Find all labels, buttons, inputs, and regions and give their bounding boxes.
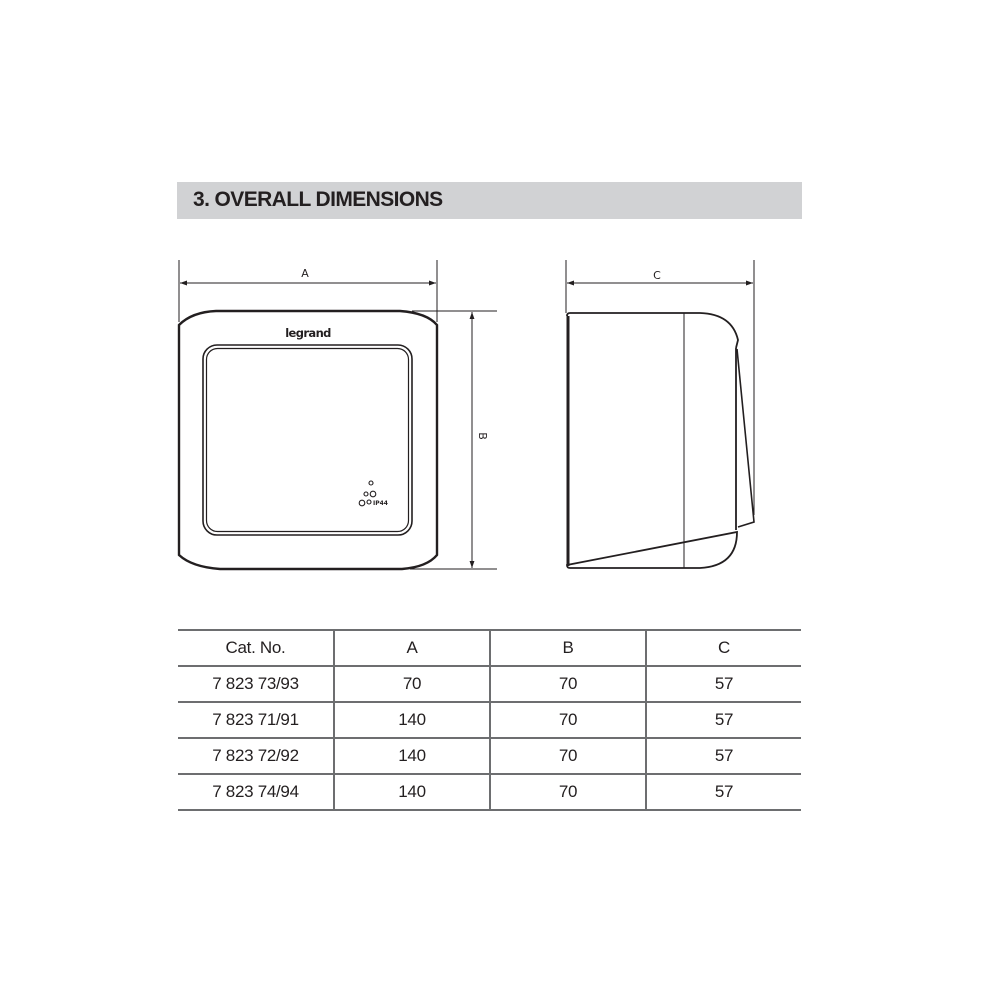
- cell-b: 70: [490, 738, 646, 774]
- cell-b: 70: [490, 666, 646, 702]
- front-view: [179, 260, 497, 569]
- cell-a: 140: [334, 738, 490, 774]
- cell-c: 57: [646, 738, 801, 774]
- table-row: [178, 774, 801, 810]
- dimension-c-label: C: [653, 269, 661, 282]
- dimension-a-label: A: [301, 267, 309, 280]
- cell-cat-no: 7 823 73/93: [178, 666, 334, 702]
- brand-logo: legrand: [285, 326, 331, 340]
- cell-b: 70: [490, 774, 646, 810]
- cell-a: 70: [334, 666, 490, 702]
- side-body-outline: [567, 313, 738, 568]
- cell-a: 140: [334, 702, 490, 738]
- side-lever: [737, 349, 754, 527]
- cell-c: 57: [646, 702, 801, 738]
- table-row: [178, 666, 801, 702]
- cell-cat-no: 7 823 71/91: [178, 702, 334, 738]
- section-title: 3. OVERALL DIMENSIONS: [193, 188, 443, 211]
- cell-cat-no: 7 823 72/92: [178, 738, 334, 774]
- table-row: [178, 702, 801, 738]
- header-a: A: [334, 630, 490, 666]
- cell-cat-no: 7 823 74/94: [178, 774, 334, 810]
- side-view: [566, 260, 754, 568]
- header-b: B: [490, 630, 646, 666]
- dimensions-table: [178, 629, 801, 811]
- ip44-rating-label: IP44: [373, 500, 388, 507]
- cell-a: 140: [334, 774, 490, 810]
- dimension-b-label: B: [476, 432, 489, 440]
- front-body-outline: [179, 311, 437, 569]
- cell-b: 70: [490, 702, 646, 738]
- cell-c: 57: [646, 666, 801, 702]
- table-header-row: [178, 630, 801, 666]
- cell-c: 57: [646, 774, 801, 810]
- table-row: [178, 738, 801, 774]
- header-cat-no: Cat. No.: [178, 630, 334, 666]
- header-c: C: [646, 630, 801, 666]
